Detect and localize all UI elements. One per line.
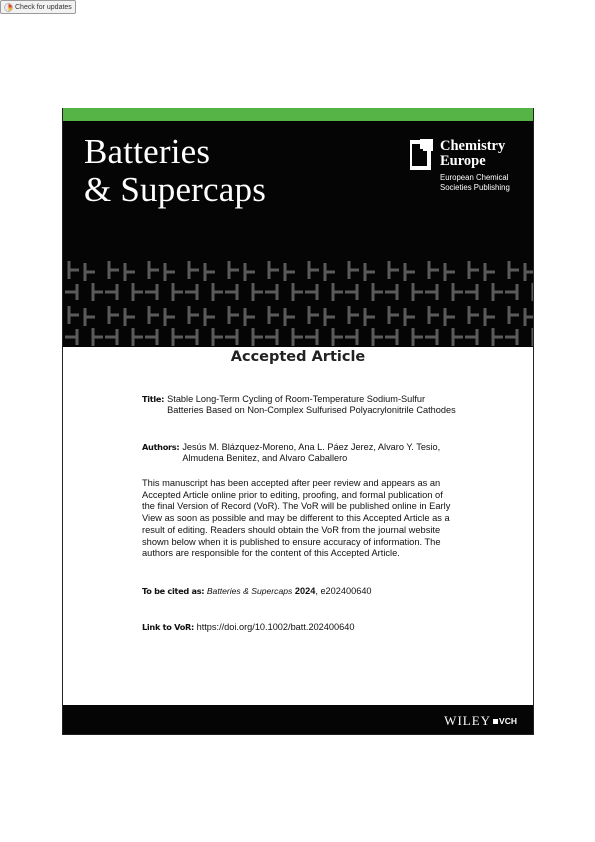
footer-bar <box>63 705 533 735</box>
publisher-name <box>440 139 526 169</box>
accent-bar <box>63 108 533 121</box>
citation-block <box>142 586 458 597</box>
publisher-name-line2: Europe <box>440 153 486 169</box>
wiley-brand: WILEY <box>444 713 492 728</box>
publisher-subtitle-line1: European Chemical <box>440 173 509 182</box>
decorative-pattern <box>63 257 534 347</box>
vor-label: Link to VoR: <box>142 622 195 632</box>
journal-title <box>84 133 266 209</box>
title-label: Title: <box>142 394 165 404</box>
authors-list: Jesús M. Blázquez-Moreno, Ana L. Páez Jerez, Alvaro Y. Tesio, Almudena Benitez, and Alvaro Caballero <box>182 442 441 463</box>
cite-label: To be cited as: <box>142 586 205 596</box>
wiley-logo <box>444 713 517 729</box>
journal-title-line2: & Supercaps <box>84 170 267 209</box>
disclaimer-text: This manuscript has been accepted after peer review and appears as an Accepted Article online prior to editing, proofing, and formal publication of the final Version of Record (VoR). The VoR will be published online in Early View as soon as possible and may be different to this Accepted Article as a result of editing. Readers should obtain the VoR from the journal website shown below when it is published to ensure accuracy of information. The authors are responsible for the content of this Accepted Article. <box>142 478 451 559</box>
wiley-suffix: VCH <box>499 716 517 726</box>
badge-label: Check for updates <box>15 3 72 11</box>
publisher-name-line1: Chemistry <box>440 138 506 154</box>
cite-journal: Batteries & Supercaps <box>206 586 293 596</box>
publisher-subtitle-line2: Societies Publishing <box>440 183 510 192</box>
authors-block <box>142 442 458 464</box>
check-for-updates-badge[interactable] <box>0 0 76 14</box>
cite-id: , e202400640 <box>315 586 372 596</box>
cover-page <box>62 108 534 735</box>
chemistry-europe-logo-icon <box>410 139 438 170</box>
check-updates-icon <box>4 3 13 12</box>
accepted-article-heading: Accepted Article <box>230 349 366 365</box>
journal-header <box>63 121 533 347</box>
article-title: Stable Long-Term Cycling of Room-Temperature Sodium-Sulfur Batteries Based on Non-Complex Sulfurised Polyacrylonitrile Cathodes <box>167 394 456 415</box>
journal-title-line1: Batteries <box>84 132 211 171</box>
title-block <box>142 394 458 416</box>
publisher-subtitle <box>440 173 526 193</box>
authors-label: Authors: <box>142 442 180 452</box>
wiley-dot-icon <box>493 719 498 724</box>
vor-block <box>142 622 458 633</box>
cite-year: 2024 <box>294 586 316 596</box>
vor-link[interactable]: https://doi.org/10.1002/batt.202400640 <box>196 622 355 632</box>
